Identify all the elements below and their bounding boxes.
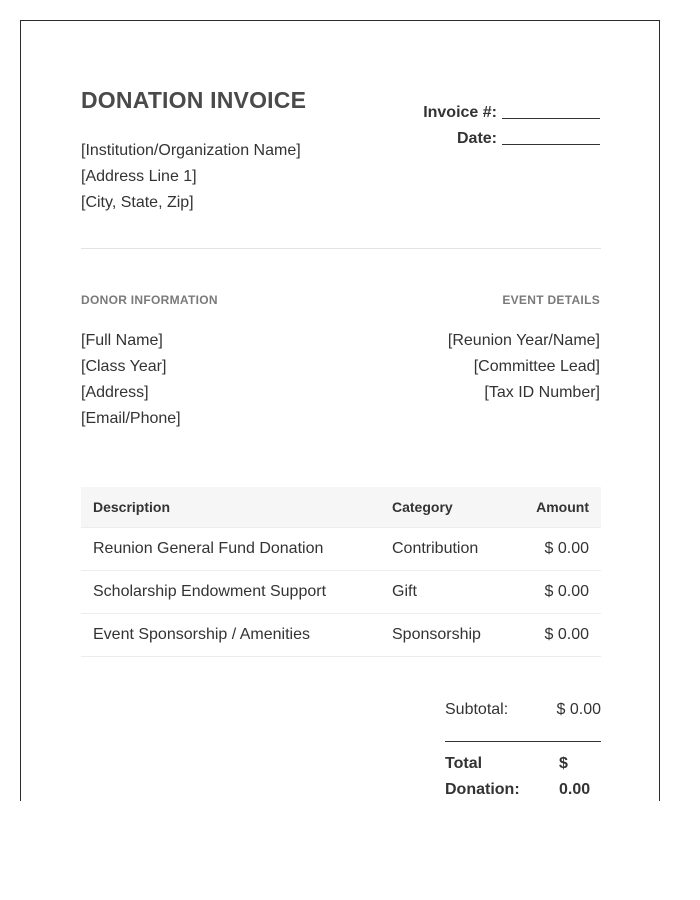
donor-full-name: [Full Name] xyxy=(81,332,163,349)
row-amount: $ 0.00 xyxy=(524,571,601,614)
event-details-heading: EVENT DETAILS xyxy=(502,293,600,307)
invoice-date-label: Date: xyxy=(456,130,497,147)
invoice-number-label: Invoice #: xyxy=(423,104,497,121)
invoice-number-row xyxy=(423,100,600,126)
invoice-date-row xyxy=(423,126,600,152)
row-amount: $ 0.00 xyxy=(524,528,601,571)
total-donation-row xyxy=(445,751,601,803)
row-description: Reunion General Fund Donation xyxy=(81,528,380,571)
invoice-date-blank xyxy=(502,128,600,145)
row-category: Sponsorship xyxy=(380,614,524,657)
subtotal-label: Subtotal: xyxy=(445,701,509,718)
table-row xyxy=(81,571,601,614)
event-details xyxy=(448,328,600,406)
total-donation-value xyxy=(559,751,601,803)
table-header-row xyxy=(81,487,601,528)
totals-block xyxy=(445,697,601,803)
total-value-amount: 0.00 xyxy=(559,781,591,798)
totals-rule xyxy=(445,741,601,742)
total-value-currency: $ xyxy=(559,755,568,772)
column-header-amount: Amount xyxy=(524,487,601,528)
event-reunion-name: [Reunion Year/Name] xyxy=(447,332,600,349)
org-city-state-zip: [City, State, Zip] xyxy=(81,194,194,211)
column-header-category: Category xyxy=(380,487,524,528)
organization-address xyxy=(81,138,301,216)
row-description: Scholarship Endowment Support xyxy=(81,571,380,614)
subtotal-row xyxy=(445,697,601,723)
org-address-line: [Address Line 1] xyxy=(81,168,197,185)
invoice-meta xyxy=(423,100,600,152)
total-label-line-2: Donation: xyxy=(445,781,520,798)
donor-info xyxy=(81,328,181,432)
header-divider xyxy=(81,248,601,249)
event-committee-lead: [Committee Lead] xyxy=(473,358,600,375)
subtotal-value: $ 0.00 xyxy=(556,701,601,718)
donor-address: [Address] xyxy=(81,384,149,401)
invoice-title: DONATION INVOICE xyxy=(81,87,307,113)
table-row xyxy=(81,614,601,657)
event-tax-id: [Tax ID Number] xyxy=(484,384,600,401)
invoice-sheet xyxy=(20,20,660,801)
table-row xyxy=(81,528,601,571)
total-donation-label xyxy=(445,751,545,803)
row-category: Contribution xyxy=(380,528,524,571)
row-amount: $ 0.00 xyxy=(524,614,601,657)
donor-class-year: [Class Year] xyxy=(81,358,167,375)
column-header-description: Description xyxy=(81,487,380,528)
donor-info-heading: DONOR INFORMATION xyxy=(81,293,218,307)
row-description: Event Sponsorship / Amenities xyxy=(81,614,380,657)
donor-email-phone: [Email/Phone] xyxy=(81,410,181,427)
donation-items-table xyxy=(81,487,601,657)
total-label-line-1: Total xyxy=(445,755,483,772)
org-name: [Institution/Organization Name] xyxy=(81,142,301,159)
invoice-number-blank xyxy=(502,102,600,119)
row-category: Gift xyxy=(380,571,524,614)
